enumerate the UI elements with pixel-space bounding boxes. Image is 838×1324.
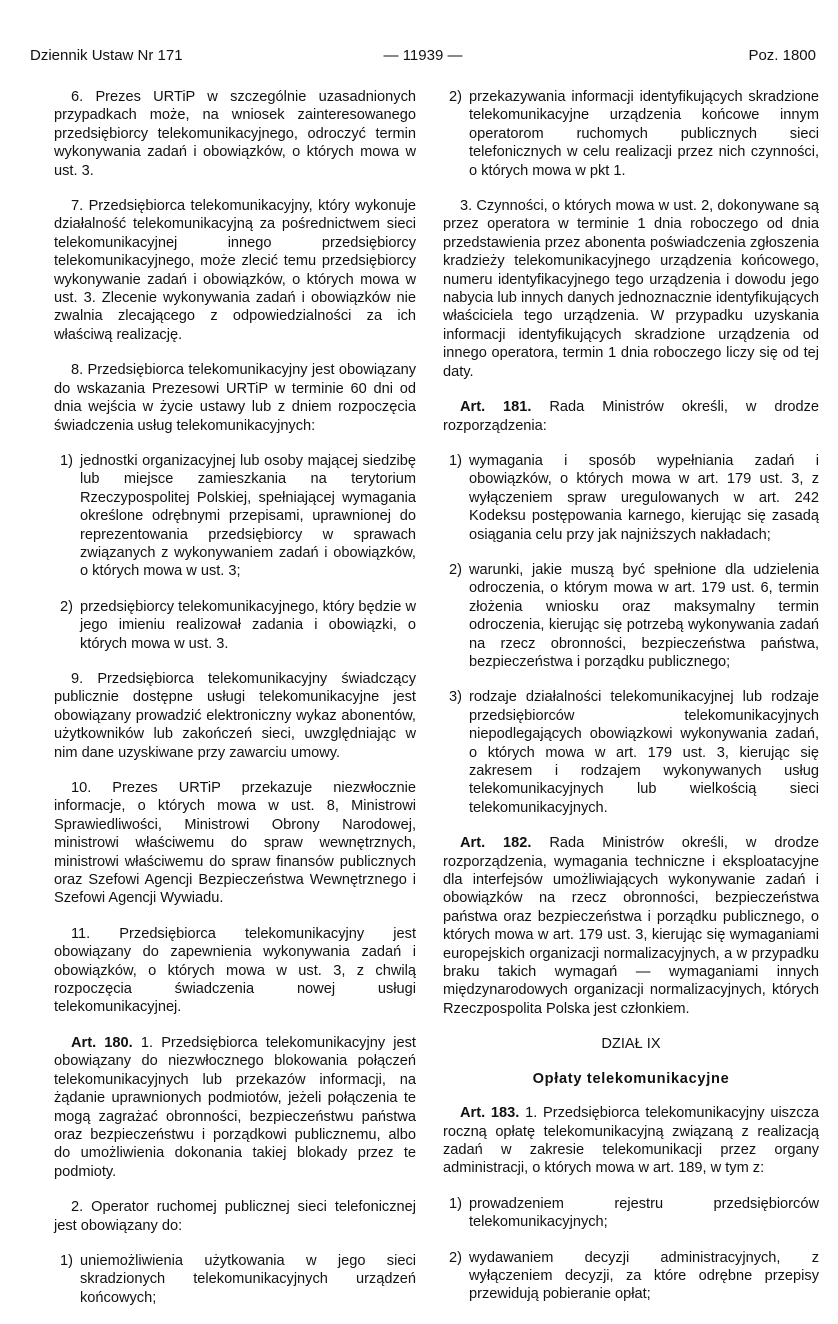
paragraph-11: 11. Przedsiębiorca telekomunikacyjny jest obowiązany do zapewnienia wykonywania zadań i obowiązków, o których mowa w ust. 3, z chwilą rozpoczęcia świadczenia nowej usługi telekomunikacyjnej.	[54, 925, 416, 1016]
list-item	[449, 688, 819, 817]
list-item-number: 2)	[60, 598, 73, 615]
list-item-text: jednostki organizacyjnej lub osoby mającej siedzibę lub miejsce zamieszkania na terytorium Rzeczypospolitej Polskiej, spełniającej wymagania określone odrębnymi przepisami, uprawnionej do reprezentowania przedsiębiorcy w sprawach związanych z wykonywaniem zadań i obowiązków, o których mowa w ust. 3;	[80, 452, 416, 580]
paragraph-10: 10. Prezes URTiP przekazuje niezwłocznie informacje, o których mowa w ust. 8, Ministrowi Sprawiedliwości, Ministrowi Obrony Narodowej, ministrowi właściwemu do spraw wewnętrznych, ministrowi właściwemu do spraw finansów publicznych oraz Szefowi Agencji Bezpieczeństwa Wewnętrznego i Szefowi Agencji Wywiadu.	[54, 780, 416, 907]
list-item	[449, 452, 819, 544]
list-item	[449, 1249, 819, 1304]
list-item-number: 1)	[60, 1252, 73, 1269]
list-item	[60, 598, 416, 653]
article-181	[443, 398, 819, 435]
list-item-number: 2)	[449, 561, 462, 578]
article-183-text: 1. Przedsiębiorca telekomunikacyjny uiszcza roczną opłatę telekomunikacyjną związaną z realizacją zadań w zakresie telekomunikacji przez organy administracji, o których mowa w art. 189, w tym z:	[443, 1105, 819, 1177]
page-header	[30, 45, 816, 67]
list-item-text: rodzaje działalności telekomunikacyjnej lub rodzaje przedsiębiorców telekomunikacyjnych niepodlegających obowiązkowi wykonywania zadań, o których mowa w art. 179 ust. 3, kierując się zakresem i rodzajem wykonywanych usług telekomunikacyjnych lub wielkością sieci telekomunikacyjnych.	[469, 689, 819, 816]
article-181-label: Art. 181.	[460, 399, 532, 416]
article-182-text: Rada Ministrów określi, w drodze rozporządzenia, wymagania techniczne i eksploatacyjne dla interfejsów umożliwiających wykonywanie zadań i obowiązków na rzecz obronności, bezpieczeństwa państwa oraz bezpieczeństwa i porządku publicznego, o których mowa w art. 179 ust. 3, kierując się wymaganiami europejskich organizacji normalizacyjnych, a w przypadku braku takich wymagań — wymaganiami innych międzynarodowych organizacji normalizacyjnych, których Rzeczpospolita Polska jest członkiem.	[443, 835, 819, 1017]
list-item-text: prowadzeniem rejestru przedsiębiorców telekomunikacyjnych;	[469, 1195, 819, 1231]
list-item-number: 1)	[449, 452, 462, 469]
paragraph-6: 6. Prezes URTiP w szczególnie uzasadnionych przypadkach może, na wniosek zainteresowanego przedsiębiorcy telekomunikacyjnego, odroczyć termin wykonywania zadań i obowiązków, o których mowa w ust. 3.	[54, 89, 416, 179]
article-182-label: Art. 182.	[460, 835, 532, 852]
list-item-text: wydawaniem decyzji administracyjnych, z wyłączeniem decyzji, za które odrębne przepisy przewidują pobieranie opłat;	[469, 1249, 819, 1303]
list-item	[60, 1252, 416, 1307]
left-column	[54, 88, 416, 1324]
paragraph-8: 8. Przedsiębiorca telekomunikacyjny jest obowiązany do wskazania Prezesowi URTiP w terminie 60 dni od dnia wejścia w życie ustawy lub z dniem rozpoczęcia świadczenia usług telekomunikacyjnych:	[54, 362, 416, 434]
list-item-number: 2)	[449, 89, 462, 105]
article-183	[443, 1104, 819, 1178]
section-title: Opłaty telekomunikacyjne	[532, 1070, 730, 1087]
article-183-label: Art. 183.	[460, 1105, 520, 1122]
list-item-number: 1)	[60, 452, 73, 469]
article-180-paragraph-2: 2. Operator ruchomej publicznej sieci telefonicznej jest obowiązany do:	[54, 1199, 416, 1234]
list-item-text: przedsiębiorcy telekomunikacyjnego, który będzie w jego imieniu realizował zadania i obowiązki, o których mowa w ust. 3.	[80, 598, 416, 652]
list-item-number: 3)	[449, 689, 462, 706]
journal-title: Dziennik Ustaw Nr 171	[30, 47, 183, 64]
list-item	[449, 1195, 819, 1232]
list-item	[60, 452, 416, 581]
list-item-text: uniemożliwienia użytkowania w jego sieci skradzionych telekomunikacyjnych urządzeń końcowych;	[80, 1252, 416, 1306]
paragraph-9: 9. Przedsiębiorca telekomunikacyjny świadczący publicznie dostępne usługi telekomunikacyjne jest obowiązany prowadzić elektroniczny wykaz abonentów, użytkowników lub zakończeń sieci, uwzględniając w nim dane uzyskiwane przy zawarciu umowy.	[54, 670, 416, 761]
article-180-paragraph-3: 3. Czynności, o których mowa w ust. 2, dokonywane są przez operatora w terminie 1 dnia roboczego od dnia przedstawienia przez abonenta poświadczenia zgłoszenia kradzieży telekomunikacyjnego urządzenia końcowego, numeru identyfikacyjnego tego urządzenia i dowodu jego nabycia lub innych danych jednoznacznie identyfikujących właściciela tego urządzenia. W przypadku uzyskania informacji identyfikujących skradzione urządzenia od innego operatora, termin 1 dnia roboczego liczy się od tej daty.	[443, 198, 819, 380]
list-item-text: wymagania i sposób wypełniania zadań i obowiązków, o których mowa w art. 179 ust. 3, z wyłączeniem spraw uregulowanych w art. 242 Kodeksu postępowania karnego, kierując się zasadą osiągania celu przy jak najniższych nakładach;	[469, 452, 819, 543]
position-number: Poz. 1800	[748, 47, 816, 64]
list-item-text: przekazywania informacji identyfikujących skradzione telekomunikacyjne urządzenia końcowe innym operatorom ruchomych publicznych sieci telefonicznych w celu realizacji przez nich czynności, o których mowa w pkt 1.	[469, 89, 819, 179]
section-label: DZIAŁ IX	[601, 1036, 661, 1053]
article-181-text: Rada Ministrów określi, w drodze rozporządzenia:	[443, 399, 819, 434]
page-number: — 11939 —	[383, 47, 463, 64]
list-item	[449, 561, 819, 671]
list-item-number: 2)	[449, 1249, 462, 1266]
list-item-number: 1)	[449, 1195, 462, 1212]
article-180-label: Art. 180.	[71, 1034, 133, 1051]
article-180	[54, 1034, 416, 1181]
paragraph-7: 7. Przedsiębiorca telekomunikacyjny, który wykonuje działalność telekomunikacyjną za pośrednictwem sieci telekomunikacyjnej innego przedsiębiorcy telekomunikacyjnego, może zlecić temu przedsiębiorcy wykonywanie zadań i obowiązków, o których mowa w ust. 3. Zlecenie wykonywania zadań i obowiązków nie zwalnia zlecającego z odpowiedzialności za ich właściwą realizację.	[54, 198, 416, 343]
list-item-text: warunki, jakie muszą być spełnione dla udzielenia odroczenia, o którym mowa w art. 179 ust. 6, termin złożenia wniosku oraz maksymalny termin odroczenia, kierując się potrzebą wykonywania zadań na rzecz obronności, bezpieczeństwa państwa, bezpieczeństwa i porządku publicznego;	[469, 561, 819, 670]
right-column	[443, 88, 819, 1321]
article-182	[443, 834, 819, 1018]
list-item	[449, 88, 819, 180]
article-180-text: 1. Przedsiębiorca telekomunikacyjny jest obowiązany do niezwłocznego blokowania połączeń telekomunikacyjnych lub przekazów informacji, na żądanie uprawnionych podmiotów, jeżeli połączenia te mogą zagrażać obronności, bezpieczeństwu państwa oraz bezpieczeństwu i porządkowi publicznemu, albo do umożliwienia dokonania takiej blokady przez te podmioty.	[54, 1034, 416, 1180]
